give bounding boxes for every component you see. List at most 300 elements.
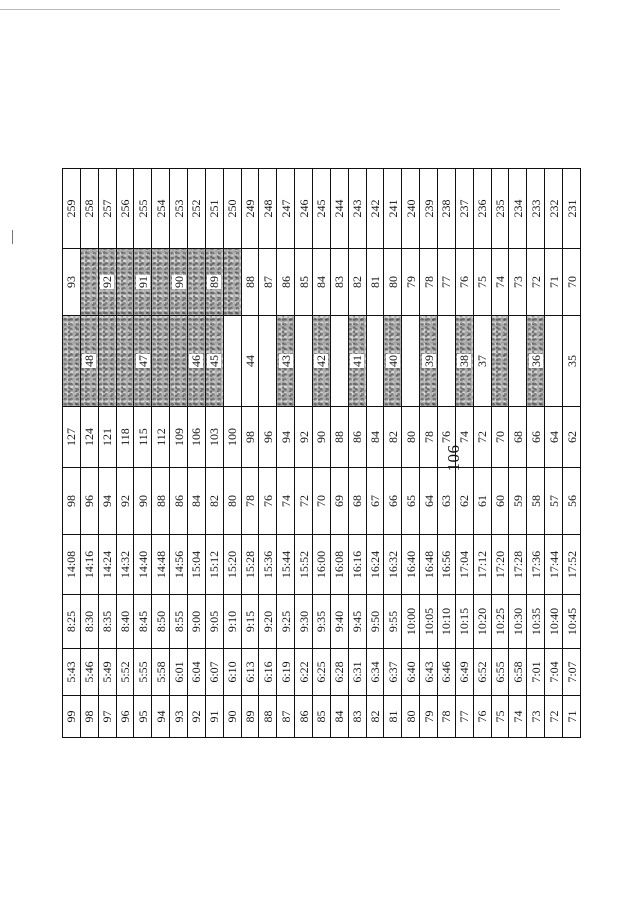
cell-text: 81 <box>368 276 383 288</box>
cell-text <box>225 281 239 283</box>
cell-text: 35 <box>564 355 579 367</box>
score-col-3 <box>223 595 241 649</box>
cell-text: 15:04 <box>189 550 204 579</box>
table-row <box>545 169 563 738</box>
score-col-5 <box>134 468 152 535</box>
cell-text: 45 <box>207 355 222 367</box>
table-row <box>188 169 206 738</box>
score-col-8 <box>330 249 348 316</box>
cell-text: 6:16 <box>260 661 275 683</box>
cell-text: 17:12 <box>475 550 490 579</box>
table-row <box>366 169 384 738</box>
score-col-4 <box>205 535 223 595</box>
score-col-4 <box>473 535 491 595</box>
score-col-4 <box>402 535 420 595</box>
cell-text: 6:37 <box>385 661 400 683</box>
cell-text: 241 <box>385 199 400 218</box>
table-row <box>313 169 331 738</box>
cell-text: 17:36 <box>528 550 543 579</box>
score-col-8 <box>152 249 170 316</box>
cell-text: 78 <box>243 495 258 507</box>
score-col-7 <box>116 316 134 407</box>
cell-text: 78 <box>439 710 454 723</box>
cell-text: 6:55 <box>493 661 508 683</box>
cell-text: 237 <box>457 199 472 218</box>
score-col-7 <box>170 316 188 407</box>
cell-text: 14:08 <box>64 550 79 579</box>
score-col-8 <box>223 249 241 316</box>
score-col-4 <box>313 535 331 595</box>
score-col-5 <box>241 468 259 535</box>
cell-text: 94 <box>153 710 168 723</box>
cell-text: 6:28 <box>332 661 347 683</box>
cell-text: 9:50 <box>368 610 383 633</box>
score-col-6 <box>545 407 563 468</box>
score-col-8 <box>259 249 277 316</box>
score-col-8 <box>313 249 331 316</box>
score-col-5 <box>295 468 313 535</box>
cell-text: 88 <box>260 710 275 723</box>
cell-text: 60 <box>493 495 508 507</box>
score-col-5 <box>384 468 402 535</box>
cell-text: 5:52 <box>118 661 132 683</box>
cell-text: 71 <box>564 710 579 723</box>
cell-text: 76 <box>439 431 454 443</box>
cell-text: 42 <box>314 355 329 367</box>
score-col-1 <box>63 696 81 738</box>
score-col-3 <box>527 595 545 649</box>
cell-text: 256 <box>118 199 132 218</box>
cell-text: 63 <box>439 495 454 507</box>
score-col-4 <box>563 535 581 595</box>
score-col-3 <box>205 595 223 649</box>
score-col-5 <box>438 468 456 535</box>
cell-text: 9:35 <box>314 610 329 633</box>
score-col-7 <box>366 316 384 407</box>
score-col-2 <box>473 649 491 696</box>
score-col-6 <box>63 407 81 468</box>
cell-text: 72 <box>296 495 311 507</box>
cell-text: 68 <box>510 431 525 443</box>
score-col-4 <box>170 535 188 595</box>
cell-text: 74 <box>510 710 525 723</box>
score-col-8 <box>455 249 473 316</box>
score-col-7 <box>384 316 402 407</box>
score-col-4 <box>545 535 563 595</box>
cell-text: 85 <box>296 276 311 288</box>
cell-text: 62 <box>564 431 579 443</box>
score-col-2 <box>402 649 420 696</box>
cell-text: 71 <box>546 276 561 288</box>
score-col-8 <box>116 249 134 316</box>
score-col-2 <box>563 649 581 696</box>
score-col-6 <box>134 407 152 468</box>
cell-text: 89 <box>243 710 258 723</box>
cell-text: 95 <box>135 710 150 723</box>
cell-text: 9:00 <box>189 610 204 633</box>
cell-text: 47 <box>135 355 150 367</box>
score-col-1 <box>116 696 134 738</box>
cell-text: 56 <box>564 495 579 507</box>
score-col-2 <box>384 649 402 696</box>
cell-text: 257 <box>100 199 115 218</box>
score-col-6 <box>188 407 206 468</box>
table-row <box>259 169 277 738</box>
cell-text: 78 <box>421 276 436 288</box>
table-row <box>527 169 545 738</box>
score-col-7 <box>277 316 295 407</box>
cell-text: 86 <box>278 276 293 288</box>
score-col-2 <box>455 649 473 696</box>
score-col-1 <box>223 696 241 738</box>
cell-text: 8:30 <box>82 610 97 633</box>
cell-text: 59 <box>510 495 525 507</box>
score-col-2 <box>491 649 509 696</box>
cell-text: 38 <box>457 355 472 367</box>
table-row <box>134 169 152 738</box>
cell-text: 6:04 <box>189 661 204 683</box>
cell-text: 99 <box>64 710 79 723</box>
cell-text: 15:52 <box>296 550 311 579</box>
cell-text: 8:55 <box>171 610 186 633</box>
cell-text: 10:30 <box>510 607 525 636</box>
cell-text <box>118 360 132 362</box>
score-col-7 <box>223 316 241 407</box>
cell-text: 16:48 <box>421 550 436 579</box>
cell-text: 75 <box>475 276 490 288</box>
cell-text: 94 <box>278 431 293 443</box>
score-col-5 <box>491 468 509 535</box>
score-col-7 <box>509 316 527 407</box>
cell-text: 79 <box>403 276 418 288</box>
cell-text: 109 <box>171 428 186 446</box>
cell-text: 7:01 <box>528 661 543 683</box>
cell-text: 86 <box>171 495 186 507</box>
score-col-2 <box>116 649 134 696</box>
cell-text: 9:25 <box>278 610 293 633</box>
score-col-6 <box>116 407 134 468</box>
score-col-2 <box>509 649 527 696</box>
cell-text: 83 <box>332 276 347 288</box>
cell-text: 96 <box>260 431 275 443</box>
score-col-2 <box>223 649 241 696</box>
score-col-3 <box>348 595 366 649</box>
cell-text: 61 <box>475 495 490 507</box>
cell-text: 10:35 <box>528 607 543 636</box>
score-col-3 <box>420 595 438 649</box>
cell-text <box>189 281 203 283</box>
score-col-9 <box>384 169 402 249</box>
score-col-9 <box>313 169 331 249</box>
cell-text: 17:28 <box>510 550 525 579</box>
score-col-5 <box>563 468 581 535</box>
cell-text: 37 <box>475 355 490 367</box>
top-rule <box>0 9 560 10</box>
score-col-2 <box>134 649 152 696</box>
score-col-4 <box>63 535 81 595</box>
score-col-7 <box>313 316 331 407</box>
cell-text: 100 <box>225 428 240 446</box>
cell-text: 10:25 <box>493 607 508 636</box>
cell-text: 44 <box>243 355 258 367</box>
cell-text <box>172 360 186 362</box>
cell-text: 242 <box>368 199 383 218</box>
cell-text: 9:40 <box>332 610 347 633</box>
cell-text: 236 <box>475 199 490 218</box>
cell-text: 74 <box>278 495 293 507</box>
score-col-7 <box>348 316 366 407</box>
cell-text: 103 <box>207 428 222 446</box>
cell-text: 6:58 <box>510 661 525 683</box>
score-col-9 <box>259 169 277 249</box>
score-col-1 <box>241 696 259 738</box>
score-col-3 <box>170 595 188 649</box>
score-col-4 <box>384 535 402 595</box>
cell-text: 5:55 <box>135 661 150 683</box>
score-col-7 <box>402 316 420 407</box>
score-col-3 <box>80 595 98 649</box>
score-col-7 <box>473 316 491 407</box>
cell-text: 14:40 <box>135 550 150 579</box>
cell-text: 80 <box>403 431 418 443</box>
score-col-9 <box>402 169 420 249</box>
score-col-9 <box>205 169 223 249</box>
cell-text: 84 <box>368 431 383 443</box>
cell-text: 6:19 <box>278 661 293 683</box>
table-row <box>384 169 402 738</box>
score-col-8 <box>509 249 527 316</box>
cell-text: 127 <box>64 428 79 446</box>
score-col-9 <box>348 169 366 249</box>
score-col-9 <box>491 169 509 249</box>
score-col-8 <box>473 249 491 316</box>
cell-text: 84 <box>332 710 347 723</box>
score-col-4 <box>259 535 277 595</box>
cell-text: 5:43 <box>64 661 79 683</box>
cell-text: 8:35 <box>100 610 115 633</box>
score-col-2 <box>366 649 384 696</box>
score-col-2 <box>188 649 206 696</box>
score-col-3 <box>241 595 259 649</box>
score-col-6 <box>384 407 402 468</box>
cell-text <box>82 281 96 283</box>
cell-text: 76 <box>457 276 472 288</box>
cell-text: 94 <box>100 495 115 507</box>
score-col-6 <box>223 407 241 468</box>
score-col-5 <box>330 468 348 535</box>
cell-text: 90 <box>314 431 329 443</box>
score-col-9 <box>223 169 241 249</box>
cell-text: 15:20 <box>225 550 240 579</box>
score-col-1 <box>80 696 98 738</box>
cell-text: 16:16 <box>350 550 365 579</box>
cell-text: 259 <box>64 199 79 218</box>
score-col-1 <box>420 696 438 738</box>
score-col-8 <box>205 249 223 316</box>
score-col-5 <box>509 468 527 535</box>
cell-text: 15:36 <box>260 550 275 579</box>
score-col-4 <box>295 535 313 595</box>
cell-text: 115 <box>135 428 150 446</box>
cell-text: 78 <box>421 431 436 443</box>
score-col-9 <box>563 169 581 249</box>
cell-text: 96 <box>118 710 132 723</box>
cell-text: 89 <box>207 276 222 288</box>
cell-text: 244 <box>332 199 347 218</box>
cell-text: 16:24 <box>368 550 383 579</box>
score-col-3 <box>188 595 206 649</box>
cell-text: 70 <box>564 276 579 288</box>
cell-text: 17:52 <box>564 550 579 579</box>
score-col-8 <box>348 249 366 316</box>
cell-text: 98 <box>82 710 97 723</box>
score-col-3 <box>545 595 563 649</box>
cell-text: 8:25 <box>64 610 79 633</box>
score-col-1 <box>527 696 545 738</box>
cell-text: 93 <box>171 710 186 723</box>
cell-text: 74 <box>493 276 508 288</box>
cell-text: 82 <box>385 431 400 443</box>
score-col-3 <box>98 595 116 649</box>
cell-text: 70 <box>314 495 329 507</box>
cell-text: 6:40 <box>403 661 418 683</box>
cell-text: 43 <box>278 355 293 367</box>
table-row <box>277 169 295 738</box>
cell-text <box>64 360 78 362</box>
cell-text: 86 <box>296 710 311 723</box>
score-col-9 <box>98 169 116 249</box>
cell-text: 10:45 <box>564 607 579 636</box>
score-col-5 <box>98 468 116 535</box>
score-col-3 <box>455 595 473 649</box>
cell-text: 69 <box>332 495 347 507</box>
cell-text: 96 <box>82 495 97 507</box>
cell-text: 67 <box>368 495 383 507</box>
score-col-2 <box>348 649 366 696</box>
cell-text: 6:52 <box>475 661 490 683</box>
score-col-1 <box>348 696 366 738</box>
score-col-3 <box>473 595 491 649</box>
cell-text: 66 <box>528 431 543 443</box>
cell-text: 247 <box>278 199 293 218</box>
cell-text: 124 <box>82 428 97 446</box>
score-col-4 <box>366 535 384 595</box>
score-col-8 <box>420 249 438 316</box>
score-col-6 <box>313 407 331 468</box>
score-col-5 <box>455 468 473 535</box>
cell-text: 9:55 <box>385 610 400 633</box>
cell-text: 6:46 <box>439 661 454 683</box>
cell-text: 6:25 <box>314 661 329 683</box>
score-col-4 <box>420 535 438 595</box>
score-col-1 <box>473 696 491 738</box>
cell-text: 245 <box>314 199 329 218</box>
score-col-8 <box>438 249 456 316</box>
score-col-9 <box>170 169 188 249</box>
score-col-9 <box>152 169 170 249</box>
score-col-8 <box>491 249 509 316</box>
score-col-5 <box>545 468 563 535</box>
score-col-1 <box>134 696 152 738</box>
cell-text: 46 <box>189 355 204 367</box>
cell-text: 16:00 <box>314 550 329 579</box>
score-col-8 <box>241 249 259 316</box>
score-col-6 <box>563 407 581 468</box>
table-row <box>402 169 420 738</box>
cell-text: 248 <box>260 199 275 218</box>
score-col-3 <box>277 595 295 649</box>
score-col-8 <box>134 249 152 316</box>
cell-text: 250 <box>225 199 240 218</box>
score-col-2 <box>152 649 170 696</box>
table-row <box>438 169 456 738</box>
cell-text: 82 <box>207 495 222 507</box>
score-col-4 <box>116 535 134 595</box>
cell-text: 121 <box>100 428 115 446</box>
cell-text: 10:40 <box>546 607 561 636</box>
score-col-1 <box>563 696 581 738</box>
cell-text: 16:32 <box>385 550 400 579</box>
cell-text: 74 <box>457 431 472 443</box>
cell-text: 254 <box>153 199 168 218</box>
cell-text: 93 <box>64 276 79 288</box>
score-col-5 <box>277 468 295 535</box>
score-col-5 <box>348 468 366 535</box>
cell-text: 84 <box>189 495 204 507</box>
cell-text: 41 <box>350 355 365 367</box>
score-col-1 <box>259 696 277 738</box>
score-col-1 <box>491 696 509 738</box>
score-col-1 <box>366 696 384 738</box>
score-col-3 <box>491 595 509 649</box>
cell-text: 15:44 <box>278 550 293 579</box>
cell-text: 14:16 <box>82 550 97 579</box>
cell-text: 66 <box>385 495 400 507</box>
cell-text: 10:00 <box>403 607 418 636</box>
score-col-2 <box>313 649 331 696</box>
cell-text: 90 <box>225 710 240 723</box>
score-col-8 <box>188 249 206 316</box>
score-col-4 <box>330 535 348 595</box>
cell-text: 82 <box>350 276 365 288</box>
cell-text: 6:01 <box>171 661 186 683</box>
score-col-6 <box>438 407 456 468</box>
score-col-6 <box>527 407 545 468</box>
cell-text: 243 <box>350 199 365 218</box>
score-col-8 <box>295 249 313 316</box>
score-col-5 <box>473 468 491 535</box>
score-col-7 <box>188 316 206 407</box>
cell-text: 39 <box>421 355 436 367</box>
score-col-5 <box>366 468 384 535</box>
score-col-9 <box>116 169 134 249</box>
cell-text: 82 <box>368 710 383 723</box>
score-col-4 <box>188 535 206 595</box>
score-col-7 <box>241 316 259 407</box>
score-col-4 <box>438 535 456 595</box>
score-col-6 <box>241 407 259 468</box>
score-col-7 <box>438 316 456 407</box>
score-col-8 <box>384 249 402 316</box>
cell-text: 249 <box>243 199 258 218</box>
score-col-6 <box>330 407 348 468</box>
cell-text: 246 <box>296 199 311 218</box>
cell-text: 5:49 <box>100 661 115 683</box>
cell-text <box>154 281 168 283</box>
score-col-8 <box>563 249 581 316</box>
cell-text: 72 <box>546 710 561 723</box>
score-col-2 <box>80 649 98 696</box>
